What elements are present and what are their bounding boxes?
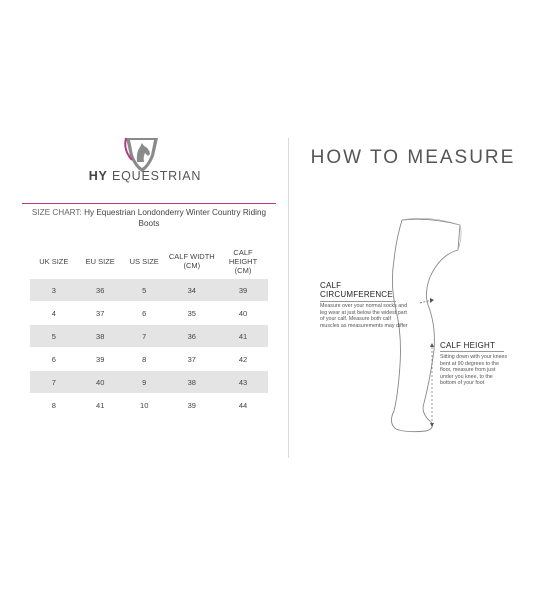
table-header-row	[30, 244, 268, 279]
cell: 40	[78, 371, 123, 394]
cell: 4	[30, 302, 78, 325]
cell: 44	[218, 394, 268, 417]
cell: 43	[218, 371, 268, 394]
table-row	[30, 394, 268, 417]
cell: 34	[166, 279, 218, 302]
cell: 36	[166, 325, 218, 348]
col-uk-size: UK SIZE	[39, 256, 69, 266]
col-us-size: US SIZE	[129, 256, 159, 266]
cell: 36	[78, 279, 123, 302]
col-calf-height: CALF HEIGHT (CM)	[228, 247, 258, 275]
cell: 10	[123, 394, 166, 417]
table-row	[30, 371, 268, 394]
cell: 3	[30, 279, 78, 302]
calf-circumference-text: Measure over your normal socks and leg wear at just below the widest part of your calf. Measure both calf muscles as measurements may differ	[320, 303, 408, 329]
col-eu-size: EU SIZE	[85, 256, 115, 266]
calf-circumference-title: CALF CIRCUMFERENCE	[320, 281, 393, 299]
cell: 7	[30, 371, 78, 394]
accent-divider	[22, 203, 276, 204]
cell: 6	[30, 348, 78, 371]
table-row	[30, 302, 268, 325]
brand-name: HY EQUESTRIAN	[88, 169, 202, 183]
cell: 40	[218, 302, 268, 325]
cell: 37	[78, 302, 123, 325]
cell: 39	[78, 348, 123, 371]
table-row	[30, 325, 268, 348]
cell: 5	[30, 325, 78, 348]
col-calf-width: CALF WIDTH (CM)	[168, 252, 215, 270]
cell: 9	[123, 371, 166, 394]
cell: 37	[166, 348, 218, 371]
size-chart-caption: SIZE CHART: Hy Equestrian Londonderry Winter Country Riding Boots	[31, 208, 267, 228]
cell: 42	[218, 348, 268, 371]
cell: 6	[123, 302, 166, 325]
calf-height-title: CALF HEIGHT	[440, 341, 496, 350]
cell: 39	[218, 279, 268, 302]
size-table	[30, 244, 268, 416]
cell: 38	[78, 325, 123, 348]
calf-height-rule	[440, 351, 504, 352]
table-row	[30, 348, 268, 371]
how-to-measure-title: HOW TO MEASURE	[310, 147, 516, 168]
cell: 39	[166, 394, 218, 417]
cell: 8	[30, 394, 78, 417]
calf-circumference-rule	[320, 301, 396, 302]
table-row	[30, 279, 268, 302]
cell: 41	[218, 325, 268, 348]
cell: 35	[166, 302, 218, 325]
cell: 38	[166, 371, 218, 394]
cell: 41	[78, 394, 123, 417]
hy-horse-logo-icon	[120, 134, 164, 174]
cell: 7	[123, 325, 166, 348]
cell: 5	[123, 279, 166, 302]
vertical-divider	[288, 138, 289, 458]
calf-height-text: Sitting down with your knees bent at 90 degrees to the floor, measure from just under you knee, to the bottom of your foot	[440, 354, 508, 387]
cell: 8	[123, 348, 166, 371]
